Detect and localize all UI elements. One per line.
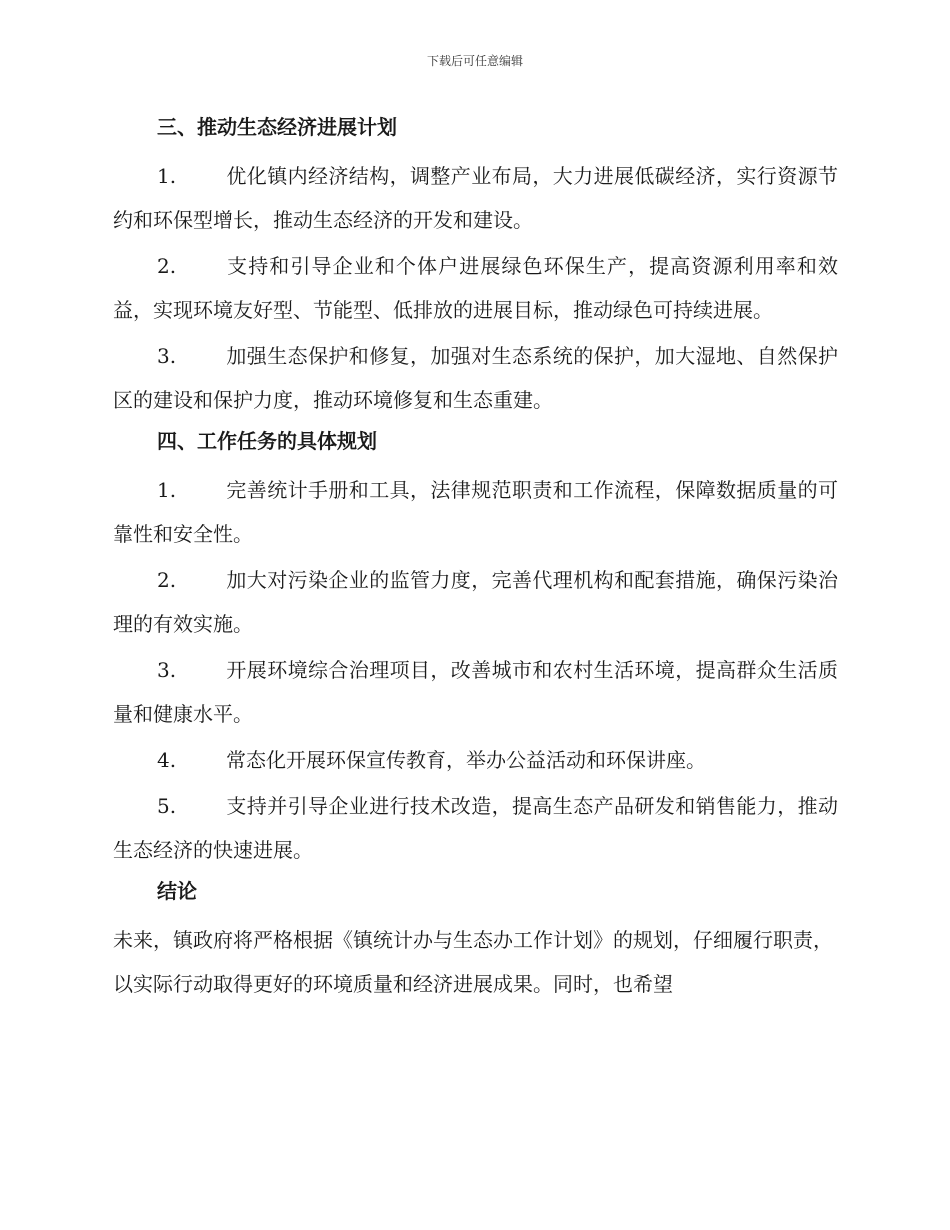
list-item-text: 常态化开展环保宣传教育，举办公益活动和环保讲座。 bbox=[226, 748, 706, 772]
list-item bbox=[113, 558, 838, 646]
list-item-text: 优化镇内经济结构，调整产业布局，大力进展低碳经济，实行资源节约和环保型增长，推动生态经济的开发和建设。 bbox=[113, 164, 838, 232]
document-body bbox=[113, 110, 838, 1006]
list-item-text: 开展环境综合治理项目，改善城市和农村生活环境，提高群众生活质量和健康水平。 bbox=[113, 658, 838, 726]
list-item-number: 3. bbox=[157, 344, 177, 368]
section-heading-3: 三、推动生态经济进展计划 bbox=[157, 115, 397, 139]
page-header: 下载后可任意编辑 bbox=[426, 54, 523, 68]
list-item-number: 1. bbox=[157, 478, 177, 502]
list-item-text: 支持并引导企业进行技术改造，提高生态产品研发和销售能力，推动生态经济的快速进展。 bbox=[113, 794, 838, 862]
section-heading-4: 四、工作任务的具体规划 bbox=[157, 429, 377, 453]
list-item-number: 4. bbox=[157, 748, 177, 772]
list-item bbox=[113, 648, 838, 736]
list-item-text: 加强生态保护和修复，加强对生态系统的保护，加大湿地、自然保护区的建设和保护力度，推动环境修复和生态重建。 bbox=[113, 344, 838, 412]
list-item-number: 3. bbox=[157, 658, 177, 682]
list-item-number: 5. bbox=[157, 794, 177, 818]
list-item bbox=[113, 154, 838, 242]
list-item bbox=[113, 244, 838, 332]
list-item-text: 加大对污染企业的监管力度，完善代理机构和配套措施，确保污染治理的有效实施。 bbox=[113, 568, 838, 636]
conclusion-paragraph: 未来，镇政府将严格根据《镇统计办与生态办工作计划》的规划，仔细履行职责，以实际行动取得更好的环境质量和经济进展成果。同时，也希望 bbox=[113, 928, 833, 996]
list-item-text: 完善统计手册和工具，法律规范职责和工作流程，保障数据质量的可靠性和安全性。 bbox=[113, 478, 838, 546]
list-item-text: 支持和引导企业和个体户进展绿色环保生产，提高资源利用率和效益，实现环境友好型、节能型、低排放的进展目标，推动绿色可持续进展。 bbox=[113, 254, 838, 322]
list-item-number: 2. bbox=[157, 254, 177, 278]
list-item bbox=[113, 784, 838, 872]
list-item-number: 1. bbox=[157, 164, 177, 188]
conclusion-heading: 结论 bbox=[157, 879, 197, 903]
list-item bbox=[113, 738, 838, 782]
list-item-number: 2. bbox=[157, 568, 177, 592]
list-item bbox=[113, 468, 838, 556]
list-item bbox=[113, 334, 838, 422]
